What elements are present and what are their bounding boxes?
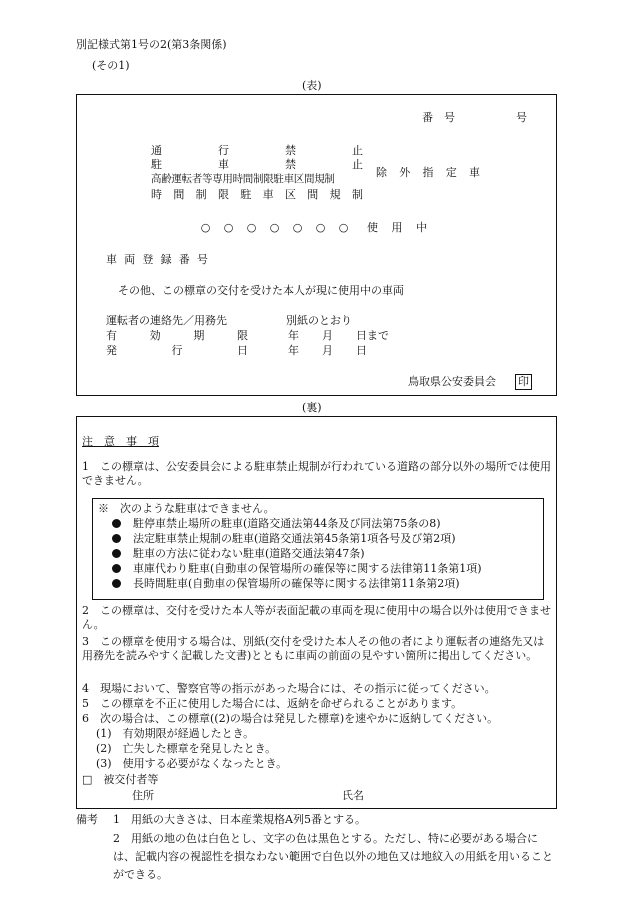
- bullet-icon: [112, 564, 121, 573]
- issue-c3: 日: [237, 344, 248, 357]
- name-label: 氏名: [342, 789, 364, 802]
- issuer-name: 鳥取県公安委員会: [408, 375, 496, 388]
- restriction-row-2: [151, 158, 363, 172]
- valid-c3: 期: [193, 329, 205, 342]
- issue-day: 日: [356, 344, 367, 357]
- note-item-3: 3 この標章を使用する場合は、別紙(交付を受けた本人その他の者により運転者の連絡先又は用務先を読みやすく記載した文書)とともに車両の前面の見やすい箇所に掲出してください。: [82, 635, 545, 662]
- row4-c4: 限: [217, 188, 229, 201]
- remark-2: 2 用紙の地の色は白色とし、文字の色は黒色とする。ただし、特に必要がある場合には、記載内容の視認性を損なわない範囲で白色以外の地色又は地紋入の用紙を用いることができる。: [113, 832, 553, 881]
- sub-item-2: (2) 亡失した標章を発見したとき。: [96, 742, 277, 755]
- valid-month: 月: [322, 329, 333, 342]
- restriction-row-3: 高齢運転者等専用時間制限駐車区間規制: [151, 173, 335, 185]
- valid-year: 年: [288, 329, 299, 342]
- row4-c1: 時: [151, 188, 162, 201]
- circle-5: ○: [292, 221, 303, 234]
- contact-label: 運転者の連絡先／用務先: [106, 314, 227, 327]
- valid-c4: 限: [236, 329, 248, 342]
- reg-c4: 録: [160, 253, 172, 266]
- prohibited-text-4: 車庫代わり駐車(自動車の保管場所の確保等に関する法律第11条第1項): [133, 562, 482, 575]
- row4-c3: 制: [195, 188, 207, 201]
- sub-item-3: (3) 使用する必要がなくなったとき。: [96, 757, 288, 770]
- valid-label: [106, 329, 248, 343]
- issue-month: 月: [322, 344, 333, 357]
- valid-c2: 効: [149, 329, 161, 342]
- note-item-5: 5 この標章を不正に使用した場合には、返納を命ぜられることがあります。: [82, 697, 463, 710]
- row1-c1: 通: [151, 144, 162, 157]
- address-label: 住所: [132, 789, 154, 802]
- issue-c1: 発: [106, 344, 117, 357]
- other-vehicle-text: その他、この標章の交付を受けた本人が現に使用中の車両: [118, 284, 404, 297]
- circle-2: ○: [223, 221, 234, 234]
- number-label: 番 号: [422, 111, 455, 124]
- issue-label: [106, 344, 248, 358]
- prohibited-text-3: 駐車の方法に従わない駐車(道路交通法第47条): [133, 547, 365, 560]
- notes-heading: 注 意 事 項: [82, 435, 159, 448]
- restriction-row-4: [151, 188, 363, 202]
- front-label: (表): [302, 79, 322, 92]
- bullet-icon: [112, 534, 121, 543]
- row4-c10: 制: [351, 188, 363, 201]
- circle-6: ○: [315, 221, 326, 234]
- prohibited-item: [112, 517, 441, 531]
- note-item-6: 6 次の場合は、この標章((2)の場合は発見した標章)を速やかに返納してください。: [82, 712, 499, 725]
- plate-circles: [199, 221, 350, 235]
- valid-c1: 有: [106, 329, 117, 342]
- bullet-icon: [112, 519, 121, 528]
- prohibited-title: ※ 次のような駐車はできません。: [98, 502, 275, 515]
- reg-c5: 番: [178, 253, 190, 266]
- official-seal: 印: [515, 374, 532, 390]
- note-item-2: 2 この標章は、交付を受けた本人等が表面記載の車両を現に使用中の場合以外は使用できません。: [82, 604, 551, 631]
- row2-c4: 止: [352, 158, 363, 171]
- row1-c4: 止: [352, 144, 363, 157]
- issue-year: 年: [288, 344, 299, 357]
- prohibited-item: [112, 562, 482, 576]
- row4-c9: 規: [329, 188, 341, 201]
- sub-item-1: (1) 有効期限が経過したとき。: [96, 727, 255, 740]
- prohibited-text-2: 法定駐車禁止規制の駐車(道路交通法第45条第1項各号及び第2項): [133, 532, 456, 545]
- prohibited-item: [112, 532, 456, 546]
- row4-c8: 間: [307, 188, 319, 201]
- row2-c1: 駐: [151, 158, 162, 171]
- exempt-c1: 除: [376, 166, 387, 179]
- note-item-4: 4 現場において、警察官等の指示があった場合には、その指示に従ってください。: [82, 682, 496, 695]
- circle-7: ○: [338, 221, 349, 234]
- reg-c1: 車: [106, 253, 117, 266]
- prohibited-item: [112, 577, 460, 591]
- exempt-c5: 車: [469, 166, 480, 179]
- row2-c2: 車: [218, 158, 229, 171]
- reg-c6: 号: [196, 253, 208, 266]
- valid-day: 日まで: [356, 329, 389, 342]
- in-use-label: [367, 221, 427, 235]
- row4-c2: 間: [173, 188, 185, 201]
- in-use-c1: 使: [367, 221, 378, 234]
- row4-c6: 車: [262, 188, 274, 201]
- exempt-c4: 定: [445, 166, 457, 179]
- bullet-icon: [112, 579, 121, 588]
- prohibited-text-1: 駐停車禁止場所の駐車(道路交通法第44条及び同法第75条の8): [133, 517, 441, 530]
- bullet-icon: [112, 549, 121, 558]
- form-title: 別記様式第1号の2(第3条関係): [76, 38, 227, 51]
- row1-c3: 禁: [285, 144, 296, 157]
- form-subtitle: (その1): [92, 59, 130, 72]
- recipient-label: □ 被交付者等: [82, 773, 159, 786]
- restriction-row-1: [151, 144, 363, 158]
- remarks-label: 備考: [76, 813, 98, 826]
- exempt-vehicle-label: [376, 166, 480, 180]
- exempt-c3: 指: [422, 166, 434, 179]
- prohibited-item: [112, 547, 365, 561]
- circle-1: ○: [200, 221, 211, 234]
- row1-c2: 行: [218, 144, 229, 157]
- number-suffix: 号: [516, 111, 527, 124]
- note-item-1: 1 この標章は、公安委員会による駐車禁止規制が行われている道路の部分以外の場所では使用できません。: [82, 460, 551, 487]
- reg-c2: 両: [124, 253, 136, 266]
- row2-c3: 禁: [285, 158, 296, 171]
- back-label: (裏): [302, 401, 322, 414]
- prohibited-text-5: 長時間駐車(自動車の保管場所の確保等に関する法律第11条第2項): [133, 577, 460, 590]
- circle-4: ○: [269, 221, 280, 234]
- reg-c3: 登: [142, 253, 154, 266]
- exempt-c2: 外: [399, 166, 411, 179]
- row4-c5: 駐: [240, 188, 252, 201]
- circle-3: ○: [246, 221, 257, 234]
- issue-c2: 行: [171, 344, 183, 357]
- row4-c7: 区: [284, 188, 296, 201]
- registration-label: [106, 253, 208, 267]
- in-use-c2: 用: [391, 221, 403, 234]
- in-use-c3: 中: [416, 221, 427, 234]
- contact-value: 別紙のとおり: [286, 314, 352, 327]
- remark-1: 1 用紙の大きさは、日本産業規格A列5番とする。: [113, 813, 366, 826]
